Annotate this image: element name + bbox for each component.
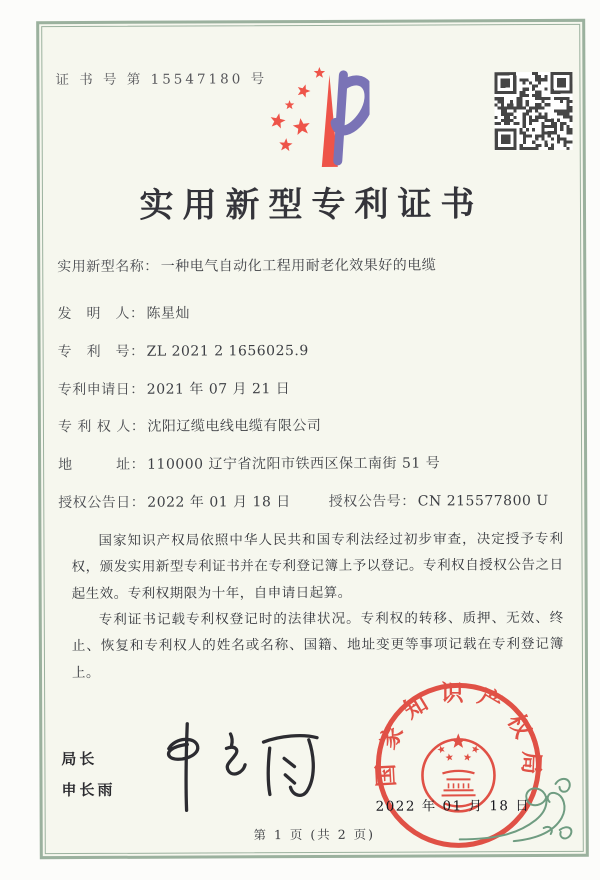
qr-code-icon [494,72,572,150]
field-patent-number [58,340,309,361]
field-utility-name [57,254,436,276]
certificate-fields [57,254,569,512]
field-label: 专 利 号： [57,343,145,361]
field-value: 沈阳辽缆电线电缆有限公司 [147,417,322,435]
certificate-paper [36,19,589,859]
field-grant-date-and-number [58,490,548,512]
signer-block [61,744,115,806]
field-label: 实用新型名称： [57,258,159,276]
signer-name: 申长雨 [61,780,116,799]
cnipa-logo-icon [237,63,369,176]
field-address [58,452,440,474]
field-value: 2022 年 01 月 18 日 [147,494,291,511]
field-value: 110000 辽宁省沈阳市铁西区保工南街 51 号 [147,455,441,473]
field-value: ZL 2021 2 1656025.9 [146,343,309,360]
seal-date: 2022 年 01 月 18 日 [375,798,531,815]
legal-paragraph-2: 专利证书记载专利权登记时的法律状况。专利权的转移、质押、无效、终止、恢复和专利权人的姓名或名称、国籍、地址变更等事项记载在专利登记簿上。 [71,609,564,681]
field-label: 专 利 权 人： [57,418,146,436]
signer-title: 局长 [61,749,98,769]
certificate-title: 实用新型专利证书 [139,184,484,226]
field-label: 专利申请日： [57,381,145,399]
legal-paragraph-1: 国家知识产权局依照中华人民共和国专利法经过初步审查，决定授予专利权，颁发实用新型专利证书并在专利登记簿上予以登记。专利权自授权公告之日起生效。专利权期限为十年，自申请日起算。 [71,530,564,602]
certificate-number: 证 书 号 第 15547180 号 [55,71,268,89]
field-patentee [58,415,321,436]
signature-icon [152,716,327,817]
legal-text [71,526,564,686]
field-application-date [58,378,291,399]
field-label: 授权公告号： [328,493,416,510]
field-label: 发 明 人： [57,305,145,323]
field-value: 一种电气自动化工程用耐老化效果好的电缆 [160,257,437,275]
field-value: CN 215577800 U [417,492,549,510]
field-value: 陈星灿 [146,305,190,322]
page-number: 第 1 页 (共 2 页) [253,826,376,843]
field-value: 2021 年 07 月 21 日 [146,381,291,398]
field-label: 授权公告日： [58,494,146,512]
field-inventor [57,303,190,324]
field-label: 地 址： [58,456,146,474]
seal-text: 国家知识产权局 [372,679,545,788]
